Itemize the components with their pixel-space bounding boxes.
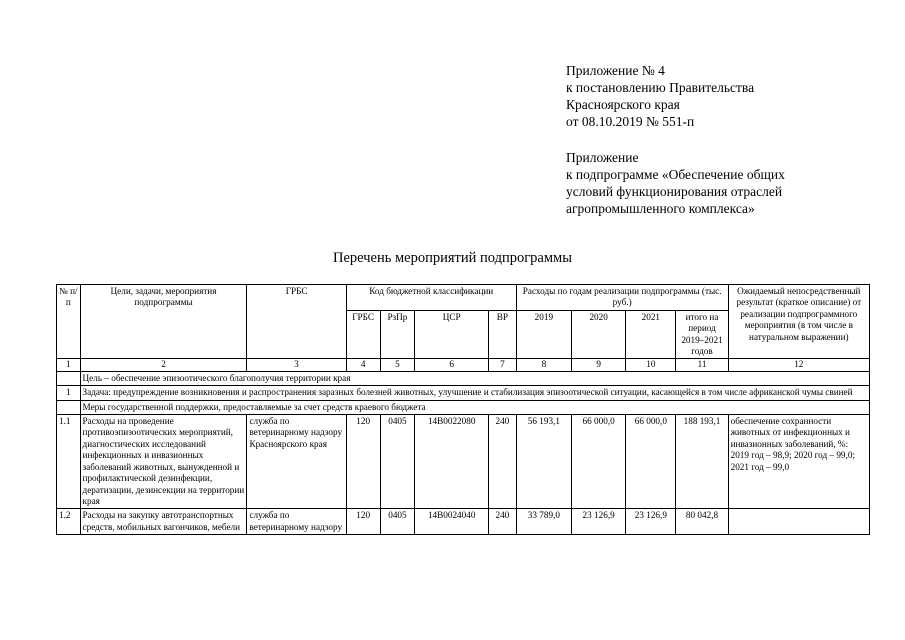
row-2020: 66 000,0 xyxy=(572,415,626,509)
column-number: 2 xyxy=(80,359,247,371)
row-num: 1.1 xyxy=(57,415,81,509)
row-name: Расходы на закупку автотранспортных средств, мобильных вагончиков, мебели xyxy=(80,509,247,535)
col-header-vr: ВР xyxy=(489,310,517,359)
col-header-num: № п/п xyxy=(57,285,81,359)
table-row xyxy=(57,509,870,535)
appendix-header xyxy=(566,62,785,217)
row-2019: 56 193,1 xyxy=(516,415,571,509)
page-title: Перечень мероприятий подпрограммы xyxy=(333,250,572,266)
col-header-grbs: ГРБС xyxy=(247,285,346,359)
task-row xyxy=(57,386,870,400)
column-number: 3 xyxy=(247,359,346,371)
row-2020: 23 126,9 xyxy=(572,509,626,535)
task-num: 1 xyxy=(57,386,81,400)
row-name: Расходы на проведение противоэпизоотических мероприятий, диагностических исследований инфекционных и инвазионных заболеваний животных, вынужденной и профилактической дезинфекции, дератизации, дезинсекции на территории края xyxy=(80,415,247,509)
goal-text: Цель – обеспечение эпизоотического благополучия территории края xyxy=(80,371,869,385)
appendix-line: от 08.10.2019 № 551-п xyxy=(566,114,695,129)
appendix-line: условий функционирования отраслей xyxy=(566,184,783,199)
row-csr: 14В0022080 xyxy=(415,415,489,509)
col-header-rzpr: РзПр xyxy=(380,310,415,359)
column-number: 10 xyxy=(626,359,676,371)
row-csr: 14В0024040 xyxy=(415,509,489,535)
column-number: 7 xyxy=(489,359,517,371)
appendix-line: Приложение № 4 xyxy=(566,63,665,78)
row-2021: 66 000,0 xyxy=(626,415,676,509)
col-header-expenses: Расходы по годам реализации подпрограммы (тыс. руб.) xyxy=(516,285,728,311)
column-number: 4 xyxy=(346,359,380,371)
row-rzpr: 0405 xyxy=(380,415,415,509)
row-total: 80 042,8 xyxy=(676,509,728,535)
task-text: Задача: предупреждение возникновения и распространения заразных болезней животных, улучшение и стабилизация эпизоотической ситуации, касающейся в том числе африканской чумы свиней xyxy=(80,386,869,400)
col-header-csr: ЦСР xyxy=(415,310,489,359)
col-header-2021: 2021 xyxy=(626,310,676,359)
column-number: 8 xyxy=(516,359,571,371)
row-result: обеспечение сохранности животных от инфекционных и инвазионных заболеваний, %: 2019 год – 98,9; 2020 год – 99,0; 2021 год – 99,0 xyxy=(728,415,869,509)
appendix-line: Красноярского края xyxy=(566,97,680,112)
col-header-bk-code: Код бюджетной классификации xyxy=(346,285,516,311)
row-grbs-code: 120 xyxy=(346,415,380,509)
measures-row xyxy=(57,400,870,414)
column-number: 5 xyxy=(380,359,415,371)
table-row xyxy=(57,415,870,509)
row-grbs: служба по ветеринарному надзору Красноярского края xyxy=(247,415,346,509)
column-number: 9 xyxy=(572,359,626,371)
row-grbs-code: 120 xyxy=(346,509,380,535)
col-header-2020: 2020 xyxy=(572,310,626,359)
row-2021: 23 126,9 xyxy=(626,509,676,535)
row-rzpr: 0405 xyxy=(380,509,415,535)
column-number: 1 xyxy=(57,359,81,371)
appendix-line: к постановлению Правительства xyxy=(566,80,755,95)
row-vr: 240 xyxy=(489,415,517,509)
col-header-result: Ожидаемый непосредственный результат (краткое описание) от реализации подпрограммного мероприятия (в том числе в натуральном выражении) xyxy=(728,285,869,359)
row-result xyxy=(728,509,869,535)
appendix-line: Приложение xyxy=(566,150,639,165)
column-number: 6 xyxy=(415,359,489,371)
row-vr: 240 xyxy=(489,509,517,535)
row-2019: 33 789,0 xyxy=(516,509,571,535)
row-total: 188 193,1 xyxy=(676,415,728,509)
measures-text: Меры государственной поддержки, предоставляемые за счет средств краевого бюджета xyxy=(80,400,869,414)
appendix-line: к подпрограмме «Обеспечение общих xyxy=(566,167,785,182)
column-number-row xyxy=(57,359,870,371)
col-header-2019: 2019 xyxy=(516,310,571,359)
col-header-total: итого на период 2019–2021 годов xyxy=(676,310,728,359)
table-header-row xyxy=(57,285,870,311)
col-header-grbs-code: ГРБС xyxy=(346,310,380,359)
col-header-goals: Цели, задачи, мероприятия подпрограммы xyxy=(80,285,247,359)
row-grbs: служба по ветеринарному надзору xyxy=(247,509,346,535)
measures-table xyxy=(56,284,870,535)
appendix-line: агропромышленного комплекса» xyxy=(566,201,755,216)
column-number: 11 xyxy=(676,359,728,371)
goal-row xyxy=(57,371,870,385)
row-num: 1.2 xyxy=(57,509,81,535)
column-number: 12 xyxy=(728,359,869,371)
